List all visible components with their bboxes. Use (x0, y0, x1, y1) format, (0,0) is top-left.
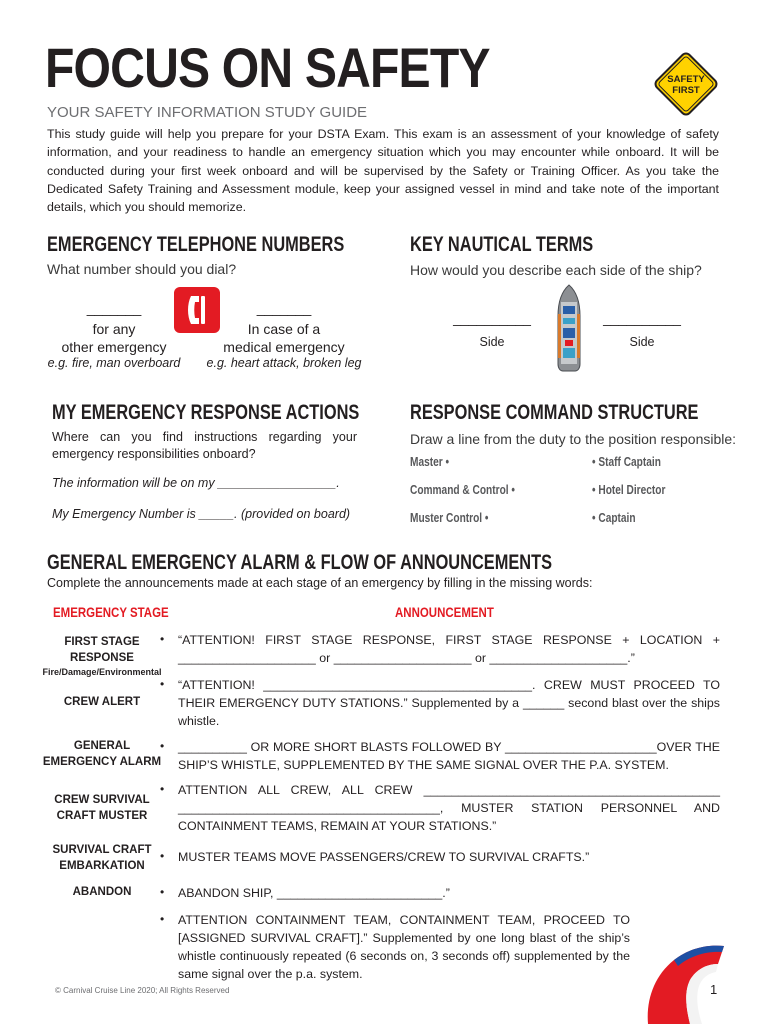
actions-information-line: The information will be on my _________________. (52, 476, 340, 490)
stage-crew-alert: CREW ALERT (63, 696, 141, 708)
command-question: Draw a line from the duty to the position responsible: (410, 431, 737, 447)
announcement-crew-muster: ATTENTION ALL CREW, ALL CREW ___________________________________________ ______________________________________, MUSTER STATION PERSONNEL AND CONTAINMENT TEAMS, REMAIN AT YOUR STATIONS.” (178, 783, 720, 833)
medical-emergency-blank: _______ (256, 300, 312, 316)
bullet: • (160, 912, 165, 926)
emergency-stage-column-header: EMERGENCY STAGE (53, 604, 169, 620)
actions-question: Where can you find instructions regarding your emergency responsibilities onboard? (52, 430, 357, 461)
ship-top-view-icon (556, 284, 582, 372)
duty-muster-control: Muster Control • (410, 510, 489, 525)
actions-emergency-number-line: My Emergency Number is _____. (provided on board) (52, 507, 351, 521)
sign-text-line2: FIRST (672, 85, 700, 96)
left-side-label: Side (479, 335, 505, 349)
announcement-embarkation: MUSTER TEAMS MOVE PASSENGERS/CREW TO SURVIVAL CRAFTS.” (178, 850, 590, 864)
bullet: • (160, 782, 165, 796)
position-hotel-director: • Hotel Director (592, 482, 666, 497)
other-emergency-label-1: for any (92, 321, 136, 337)
stage-general-emergency-alarm: GENERAL EMERGENCY ALARM (42, 740, 162, 768)
other-emergency-label-2: other emergency (61, 339, 167, 355)
medical-emergency-label-1: In case of a (247, 321, 321, 337)
medical-emergency-example: e.g. heart attack, broken leg (206, 356, 362, 370)
phones-heading: EMERGENCY TELEPHONE NUMBERS (47, 233, 345, 256)
sign-text-line1: SAFETY (667, 74, 705, 85)
actions-heading: MY EMERGENCY RESPONSE ACTIONS (52, 401, 360, 424)
announcement-crew-alert: “ATTENTION! _______________________________________. CREW MUST PROCEED TO THEIR EMERGENCY DUTY STATIONS.” Supplemented by a ______ second blast over the ships whistle. (178, 678, 720, 728)
stage-first-stage-response (42, 632, 165, 678)
bullet: • (160, 632, 165, 646)
alarm-instruction: Complete the announcements made at each stage of an emergency by filling in the missing words: (47, 576, 593, 590)
stage-survival-craft-embarkation: SURVIVAL CRAFT EMBARKATION (52, 844, 152, 872)
page-subtitle: YOUR SAFETY INFORMATION STUDY GUIDE (47, 104, 368, 121)
copyright-notice: © Carnival Cruise Line 2020; All Rights Reserved (55, 986, 230, 995)
position-staff-captain: • Staff Captain (592, 454, 661, 469)
page-number: 1 (710, 982, 718, 997)
position-captain: • Captain (592, 510, 636, 525)
announcement-column-header: ANNOUNCEMENT (395, 604, 494, 620)
alarm-heading: GENERAL EMERGENCY ALARM & FLOW OF ANNOUNCEMENTS (47, 551, 553, 574)
bullet: • (160, 739, 165, 753)
left-side-blank: __________ (453, 310, 531, 326)
duty-master: Master • (410, 454, 450, 469)
stage-sub-label: Fire/Damage/Environmental (42, 667, 162, 677)
bullet: • (160, 885, 165, 899)
medical-emergency-label-2: medical emergency (223, 339, 345, 355)
duty-command-control: Command & Control • (410, 482, 515, 497)
command-heading: RESPONSE COMMAND STRUCTURE (410, 401, 699, 424)
intro-paragraph: This study guide will help you prepare for your DSTA Exam. This exam is an assessment of your knowledge of safety information, and your readiness to handle an emergency situation which you may encounter while onboard. It will be conducted during your first week onboard and will be supervised by the Safety or Training Officer. As you take the Dedicated Safety Training and Assessment module, keep your assigned vessel in mind and take note of the important details, which you should memorize. (47, 127, 719, 215)
stage-abandon: ABANDON (72, 886, 132, 898)
announcement-containment-team: ATTENTION CONTAINMENT TEAM, CONTAINMENT TEAM, PROCEED TO [ASSIGNED SURVIVAL CRAFT].” Supplemented by one long blast of the ship’s whistle continuously repeated (6 seconds on, 3 seconds off) supplemented by the same signal over the p.a. system. (178, 913, 630, 981)
nautical-question: How would you describe each side of the ship? (410, 262, 702, 278)
announcement-general-alarm: __________ OR MORE SHORT BLASTS FOLLOWED BY ______________________OVER THE SHIP’S WHISTLE, SUPPLEMENTED BY THE SAME SIGNAL OVER THE P.A. SYSTEM. (178, 740, 720, 772)
other-emergency-blank: _______ (86, 300, 142, 316)
phones-question: What number should you dial? (47, 261, 237, 277)
safety-first-sign-icon (650, 48, 722, 120)
stage-label: FIRST STAGE RESPONSE (64, 636, 140, 664)
right-side-blank: __________ (603, 310, 681, 326)
page-title: FOCUS ON SAFETY (45, 36, 490, 99)
announcement-abandon: ABANDON SHIP, ________________________.” (178, 886, 450, 900)
bullet: • (160, 849, 165, 863)
carnival-funnel-logo (618, 938, 728, 1024)
bullet: • (160, 677, 165, 691)
nautical-heading: KEY NAUTICAL TERMS (410, 233, 594, 256)
right-side-label: Side (629, 335, 655, 349)
announcement-first-stage: “ATTENTION! FIRST STAGE RESPONSE, FIRST STAGE RESPONSE + LOCATION + ____________________ or ____________________ or ____________________.” (178, 633, 720, 665)
stage-crew-survival-craft-muster: CREW SURVIVAL CRAFT MUSTER (54, 794, 150, 822)
other-emergency-example: e.g. fire, man overboard (47, 356, 181, 370)
